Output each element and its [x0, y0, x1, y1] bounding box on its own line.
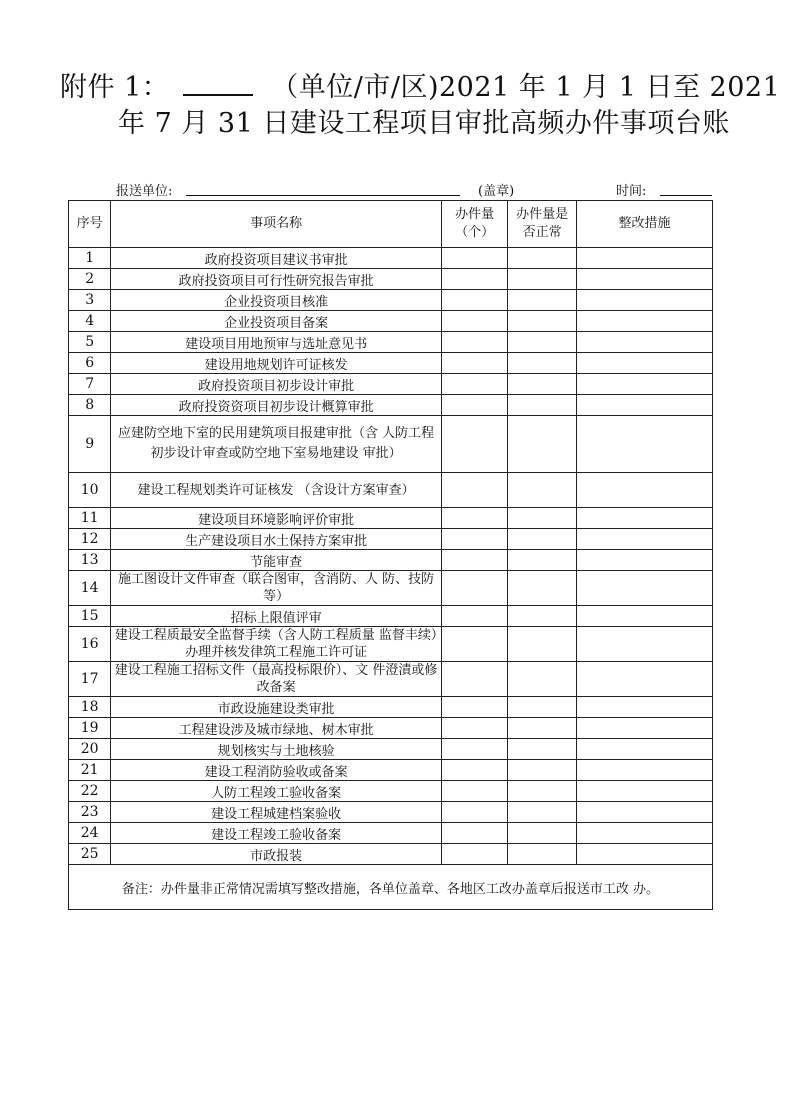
fix-cell — [576, 760, 712, 781]
fix-cell — [576, 290, 712, 311]
count-cell — [441, 395, 508, 416]
normal-cell — [508, 662, 577, 697]
count-cell — [441, 844, 508, 865]
normal-cell — [508, 781, 577, 802]
item-name: 政府投资项目可行性研究报告审批 — [111, 269, 442, 290]
row-number: 15 — [69, 606, 111, 627]
fix-cell — [576, 550, 712, 571]
table-row — [69, 290, 713, 311]
time-label: 时间: — [616, 184, 647, 199]
table-header-row — [69, 201, 713, 248]
count-cell — [441, 627, 508, 662]
header-normal: 办件量是否正常 — [508, 201, 577, 248]
count-cell — [441, 416, 508, 473]
count-cell — [441, 353, 508, 374]
count-cell — [441, 781, 508, 802]
table-row — [69, 529, 713, 550]
normal-cell — [508, 571, 577, 606]
table-row — [69, 248, 713, 269]
normal-cell — [508, 697, 577, 718]
ledger-table — [68, 200, 713, 910]
normal-cell — [508, 290, 577, 311]
normal-cell — [508, 823, 577, 844]
table-row — [69, 662, 713, 697]
fix-cell — [576, 823, 712, 844]
row-number: 25 — [69, 844, 111, 865]
normal-cell — [508, 739, 577, 760]
count-cell — [441, 760, 508, 781]
time-field — [660, 195, 712, 196]
unit-blank — [183, 72, 253, 96]
header-count: 办件量（个） — [441, 201, 508, 248]
item-name: 企业投资项目备案 — [111, 311, 442, 332]
item-name: 生产建设项目水土保持方案审批 — [111, 529, 442, 550]
count-cell — [441, 550, 508, 571]
normal-cell — [508, 473, 577, 508]
item-name: 企业投资项目核准 — [111, 290, 442, 311]
row-number: 17 — [69, 662, 111, 697]
normal-cell — [508, 353, 577, 374]
row-number: 9 — [69, 416, 111, 473]
submit-unit-field — [186, 195, 460, 196]
row-number: 24 — [69, 823, 111, 844]
fix-cell — [576, 374, 712, 395]
item-name: 施工图设计文件审查（联合图审，含消防、人 防、技防等） — [111, 571, 442, 606]
count-cell — [441, 662, 508, 697]
title-line-1 — [60, 70, 781, 106]
count-cell — [441, 508, 508, 529]
fix-cell — [576, 353, 712, 374]
table-row — [69, 697, 713, 718]
note-row — [69, 865, 713, 910]
count-cell — [441, 823, 508, 844]
title-line-2: 年 7 月 31 日建设工程项目审批高频办件事项台账 — [118, 108, 730, 139]
fix-cell — [576, 739, 712, 760]
table-row — [69, 760, 713, 781]
title-line-1-text: （单位/市/区)2021 年 1 月 1 日至 2021 — [271, 72, 781, 103]
row-number: 13 — [69, 550, 111, 571]
table-row — [69, 802, 713, 823]
count-cell — [441, 529, 508, 550]
normal-cell — [508, 395, 577, 416]
fix-cell — [576, 311, 712, 332]
row-number: 12 — [69, 529, 111, 550]
fix-cell — [576, 718, 712, 739]
table-row — [69, 508, 713, 529]
normal-cell — [508, 627, 577, 662]
item-name: 建设工程消防验收或备案 — [111, 760, 442, 781]
fix-cell — [576, 571, 712, 606]
row-number: 18 — [69, 697, 111, 718]
table-row — [69, 332, 713, 353]
item-name: 招标上限值评审 — [111, 606, 442, 627]
count-cell — [441, 311, 508, 332]
fix-cell — [576, 802, 712, 823]
normal-cell — [508, 332, 577, 353]
fix-cell — [576, 269, 712, 290]
item-name: 应建防空地下室的民用建筑项目报建审批（含 人防工程初步设计审查或防空地下室易地建设 审批） — [111, 416, 442, 473]
item-name: 建设工程质最安全监督手续（含人防工程质量 监督丰续）办理并核发律筑工程施工许可证 — [111, 627, 442, 662]
normal-cell — [508, 606, 577, 627]
fix-cell — [576, 248, 712, 269]
item-name: 建设项目环境影响评价审批 — [111, 508, 442, 529]
item-name: 政府投资项目建议书审批 — [111, 248, 442, 269]
attachment-label: 附件 1： — [60, 72, 170, 103]
table-row — [69, 844, 713, 865]
row-number: 4 — [69, 311, 111, 332]
row-number: 22 — [69, 781, 111, 802]
table-row — [69, 781, 713, 802]
remarks-note: 备注：办件量非正常情况需填写整改措施，各单位盖章、各地区工改办盖章后报送市工改 办。 — [69, 865, 713, 910]
fix-cell — [576, 627, 712, 662]
normal-cell — [508, 550, 577, 571]
row-number: 2 — [69, 269, 111, 290]
fix-cell — [576, 781, 712, 802]
table-row — [69, 627, 713, 662]
table-row — [69, 823, 713, 844]
row-number: 1 — [69, 248, 111, 269]
normal-cell — [508, 269, 577, 290]
header-fix: 整改措施 — [576, 201, 712, 248]
table-row — [69, 739, 713, 760]
item-name: 节能审查 — [111, 550, 442, 571]
row-number: 14 — [69, 571, 111, 606]
fix-cell — [576, 662, 712, 697]
normal-cell — [508, 760, 577, 781]
submission-meta — [60, 180, 715, 200]
count-cell — [441, 802, 508, 823]
fix-cell — [576, 332, 712, 353]
fix-cell — [576, 606, 712, 627]
normal-cell — [508, 718, 577, 739]
count-cell — [441, 248, 508, 269]
item-name: 建设项目用地预审与选址意见书 — [111, 332, 442, 353]
table-row — [69, 473, 713, 508]
table-row — [69, 353, 713, 374]
count-cell — [441, 374, 508, 395]
count-cell — [441, 718, 508, 739]
item-name: 市政设施建设类审批 — [111, 697, 442, 718]
seal-label: (盖章) — [478, 184, 515, 199]
count-cell — [441, 290, 508, 311]
item-name: 建设工程城建档案验收 — [111, 802, 442, 823]
fix-cell — [576, 697, 712, 718]
submit-unit-label: 报送单位: — [116, 184, 173, 199]
count-cell — [441, 697, 508, 718]
row-number: 21 — [69, 760, 111, 781]
table-row — [69, 718, 713, 739]
table-row — [69, 550, 713, 571]
normal-cell — [508, 802, 577, 823]
table-row — [69, 269, 713, 290]
item-name: 人防工程竣工验收备案 — [111, 781, 442, 802]
header-name: 事项名称 — [111, 201, 442, 248]
row-number: 7 — [69, 374, 111, 395]
item-name: 工程建设涉及城市绿地、树木审批 — [111, 718, 442, 739]
row-number: 3 — [69, 290, 111, 311]
item-name: 规划核实与土地核验 — [111, 739, 442, 760]
row-number: 20 — [69, 739, 111, 760]
fix-cell — [576, 416, 712, 473]
normal-cell — [508, 416, 577, 473]
fix-cell — [576, 473, 712, 508]
normal-cell — [508, 311, 577, 332]
row-number: 11 — [69, 508, 111, 529]
row-number: 6 — [69, 353, 111, 374]
row-number: 23 — [69, 802, 111, 823]
row-number: 19 — [69, 718, 111, 739]
normal-cell — [508, 248, 577, 269]
row-number: 5 — [69, 332, 111, 353]
normal-cell — [508, 508, 577, 529]
document-title — [60, 70, 781, 142]
normal-cell — [508, 844, 577, 865]
row-number: 8 — [69, 395, 111, 416]
count-cell — [441, 332, 508, 353]
fix-cell — [576, 844, 712, 865]
fix-cell — [576, 508, 712, 529]
count-cell — [441, 473, 508, 508]
normal-cell — [508, 374, 577, 395]
item-name: 建设工程施工招标文件（最高投标限价）、文 件澄漬或修改备案 — [111, 662, 442, 697]
item-name: 建设工程规划类许可证核发 （含设计方案审查） — [111, 473, 442, 508]
count-cell — [441, 269, 508, 290]
table-row — [69, 416, 713, 473]
row-number: 16 — [69, 627, 111, 662]
item-name: 政府投资资项目初步设计概算审批 — [111, 395, 442, 416]
table-row — [69, 606, 713, 627]
normal-cell — [508, 529, 577, 550]
count-cell — [441, 739, 508, 760]
table-row — [69, 571, 713, 606]
table-row — [69, 395, 713, 416]
fix-cell — [576, 395, 712, 416]
item-name: 市政报装 — [111, 844, 442, 865]
item-name: 政府投资项目初步设计审批 — [111, 374, 442, 395]
header-no: 序号 — [69, 201, 111, 248]
table-row — [69, 374, 713, 395]
count-cell — [441, 571, 508, 606]
item-name: 建设工程竣工验收备案 — [111, 823, 442, 844]
fix-cell — [576, 529, 712, 550]
item-name: 建设用地规划许可证核发 — [111, 353, 442, 374]
row-number: 10 — [69, 473, 111, 508]
table-row — [69, 311, 713, 332]
count-cell — [441, 606, 508, 627]
